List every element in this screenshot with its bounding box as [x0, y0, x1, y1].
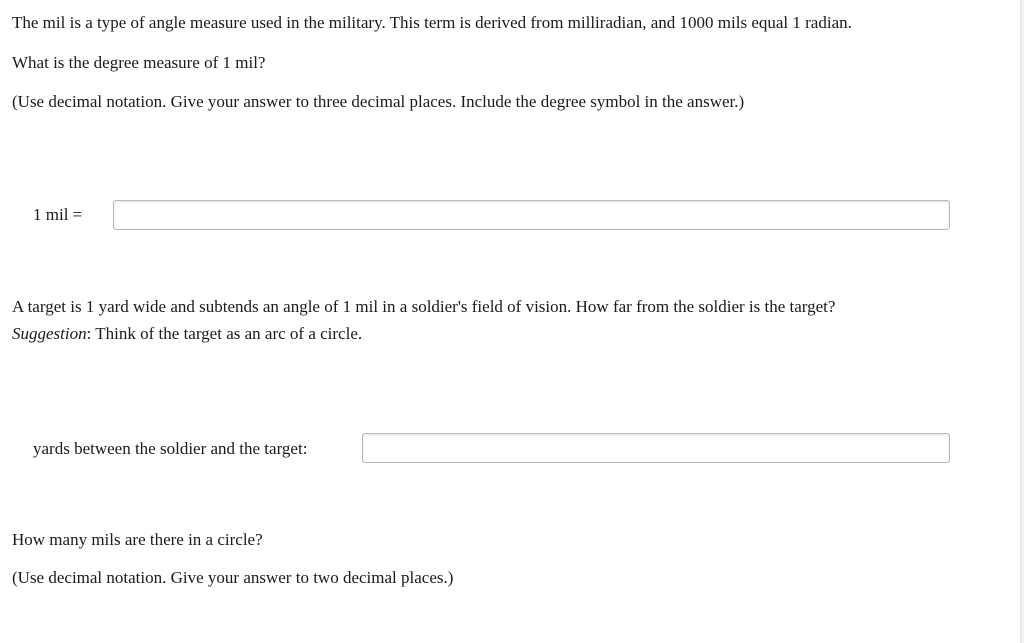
question1-answer-row: [33, 205, 82, 225]
target-distance-answer-input[interactable]: [362, 433, 950, 463]
suggestion-label: Suggestion: [12, 324, 87, 343]
page-edge-divider: [1020, 0, 1024, 643]
question1-prompt: What is the degree measure of 1 mil?: [12, 53, 266, 72]
question2-answer-row: [33, 439, 307, 459]
question2-prompt: A target is 1 yard wide and subtends an angle of 1 mil in a soldier's field of vision. How far from the soldier is the target?: [12, 297, 836, 316]
question3-instructions: (Use decimal notation. Give your answer to two decimal places.): [12, 568, 454, 587]
question1-instructions: (Use decimal notation. Give your answer to three decimal places. Include the degree symbol in the answer.): [12, 92, 745, 111]
question2-suggestion: [12, 324, 362, 344]
question1-answer-label: 1 mil =: [33, 205, 83, 224]
question2-answer-label: yards between the soldier and the target:: [33, 439, 308, 458]
question1-intro: The mil is a type of angle measure used in the military. This term is derived from milliradian, and 1000 mils equal 1 radian.: [12, 13, 852, 32]
question3-prompt: How many mils are there in a circle?: [12, 530, 263, 549]
mil-degree-answer-input[interactable]: [113, 200, 950, 230]
suggestion-text: : Think of the target as an arc of a circle.: [86, 324, 363, 343]
